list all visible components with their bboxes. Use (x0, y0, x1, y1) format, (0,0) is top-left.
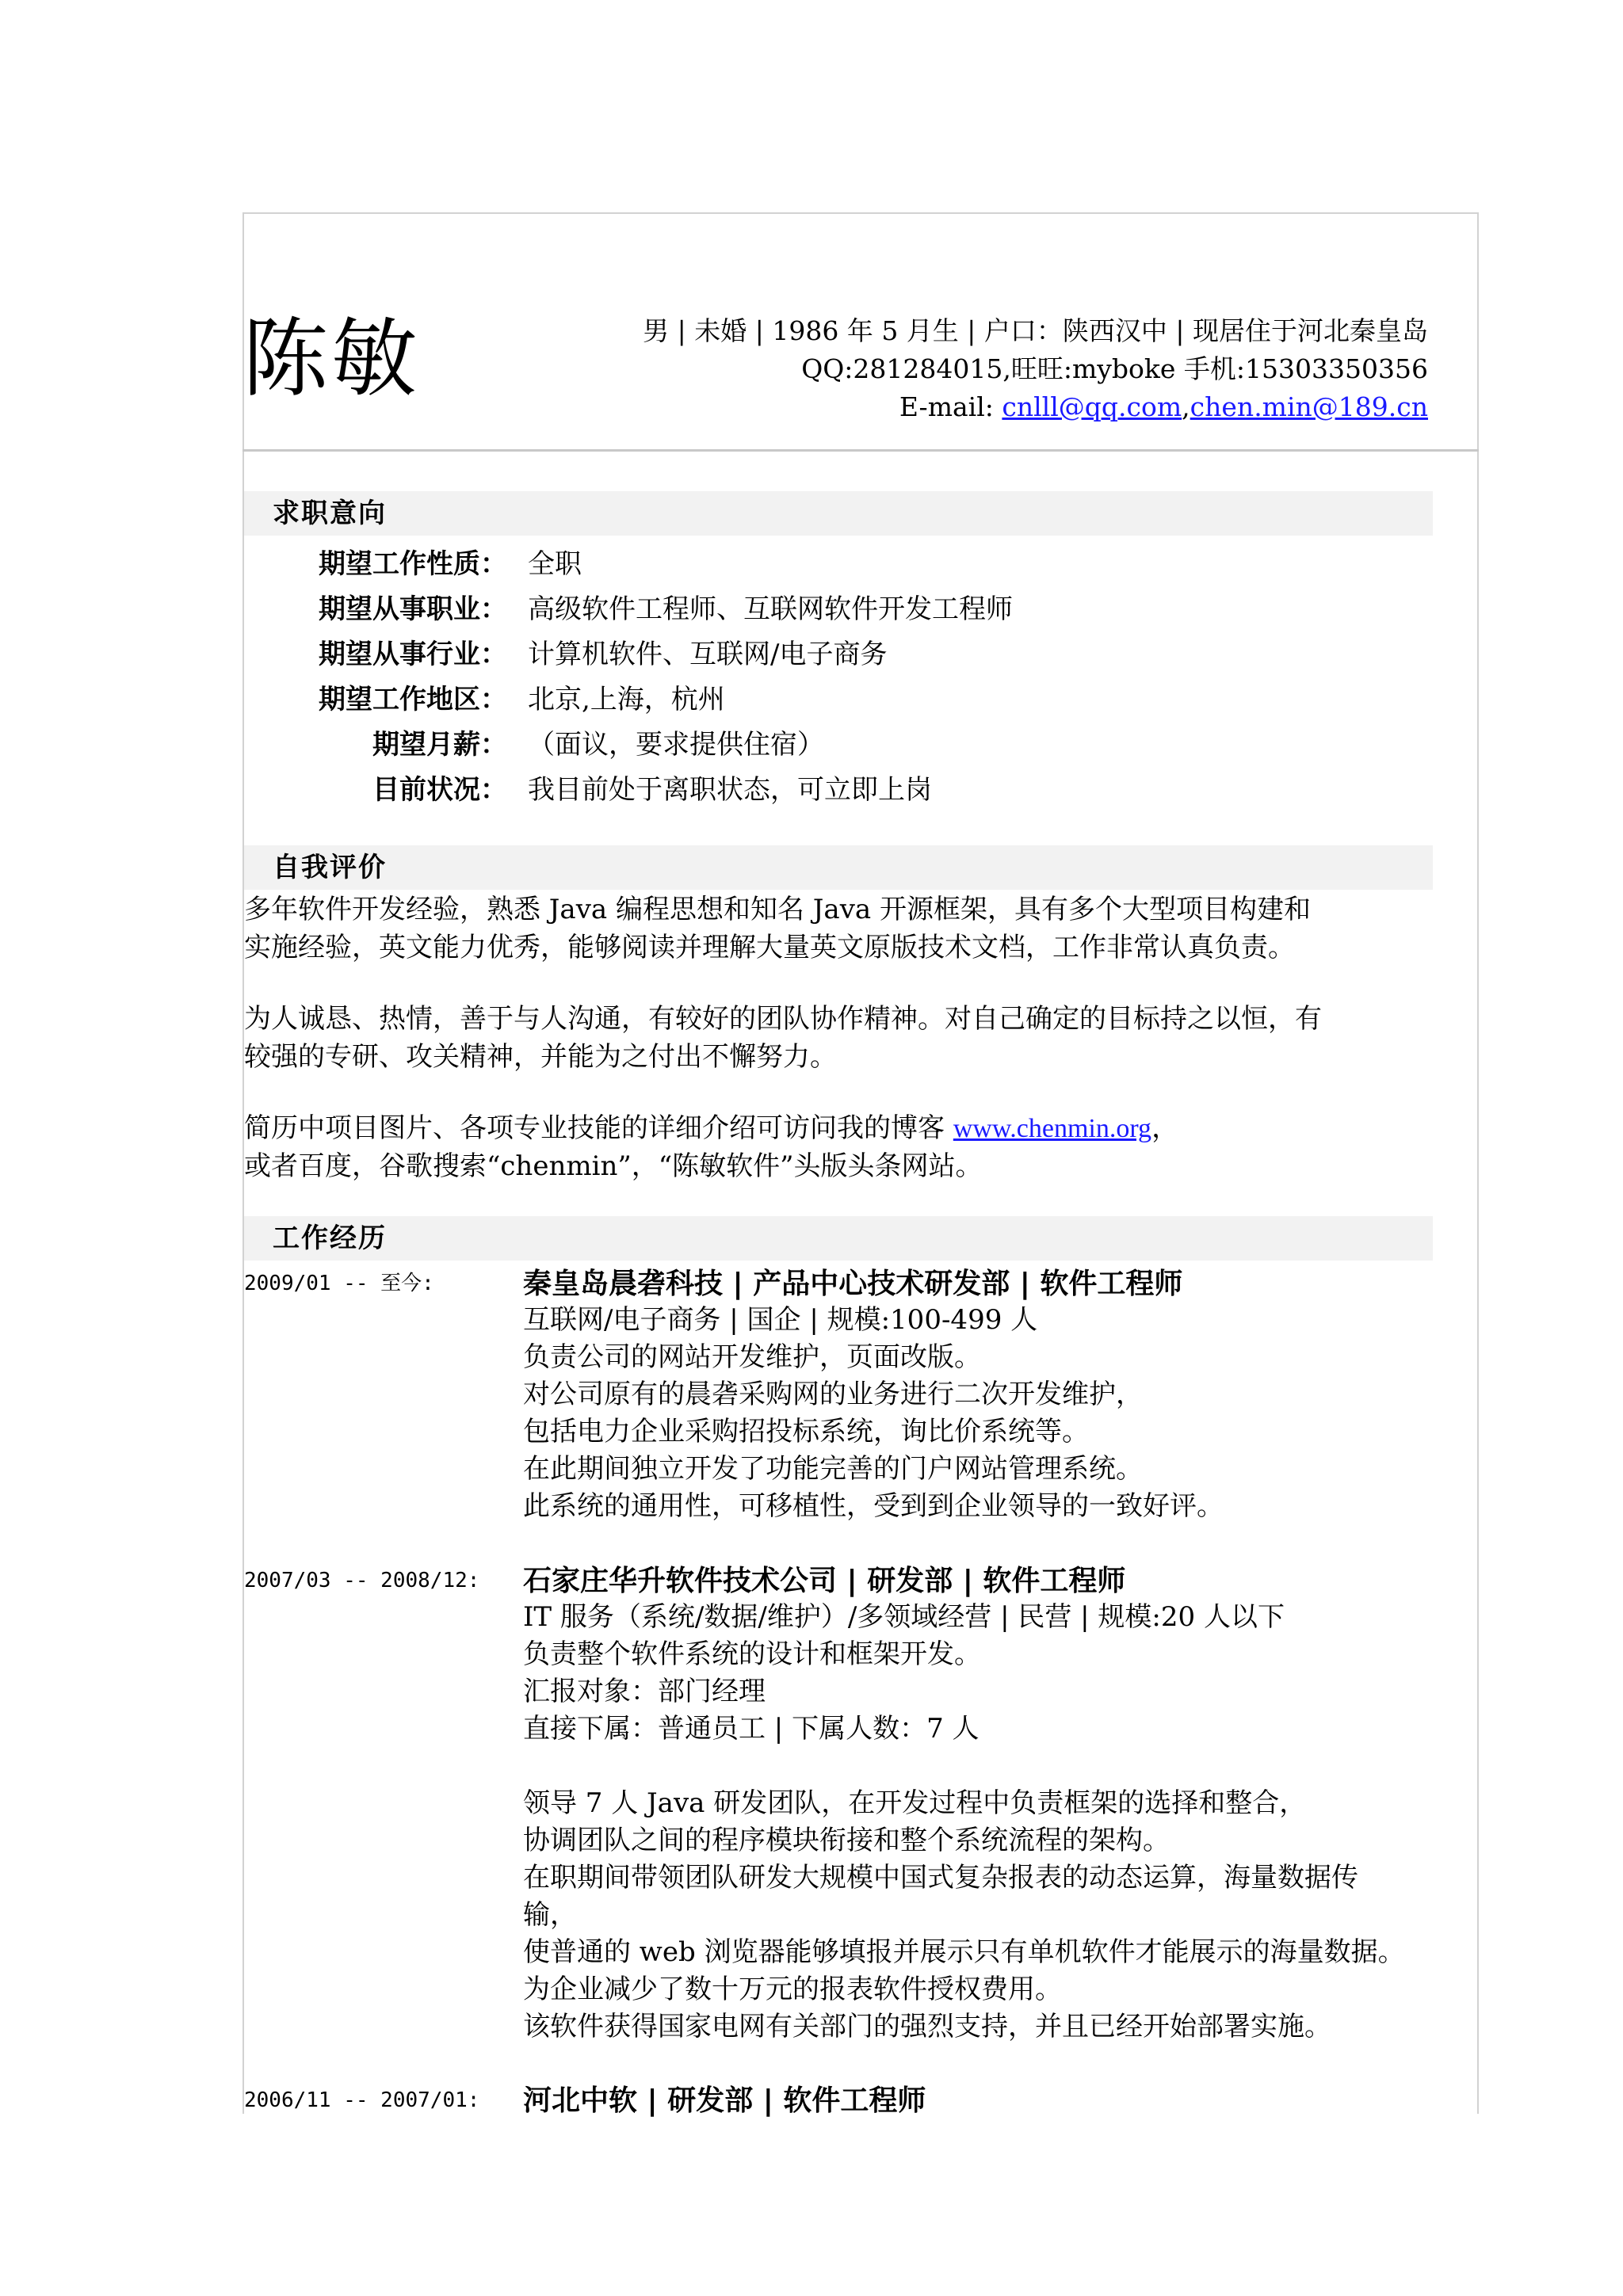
email-prefix: E-mail: (899, 391, 1002, 422)
job-period: 2009/01 -- 至今: (244, 1272, 434, 1295)
intent-value: 我目前处于离职状态，可立即上岗 (528, 774, 932, 806)
intent-label: 期望从事行业： (319, 639, 507, 670)
email-link-189[interactable]: chen.min@189.cn (1190, 391, 1428, 422)
personal-info-line: 男 | 未婚 | 1986 年 5 月生 | 户口：陕西汉中 | 现居住于河北秦皇岛 (643, 315, 1428, 346)
job-detail-line: 对公司原有的晨砻采购网的业务进行二次开发维护， (523, 1379, 1143, 1410)
candidate-name: 陈敏 (242, 310, 421, 409)
contact-line: QQ:281284015,旺旺:myboke 手机:15303350356 (801, 353, 1428, 384)
self-eval-paragraph-line: 实施经验，英文能力优秀，能够阅读并理解大量英文原版技术文档，工作非常认真负责。 (244, 932, 1295, 963)
email-line (899, 391, 1428, 423)
job-detail-line: 互联网/电子商务 | 国企 | 规模:100-499 人 (523, 1304, 1038, 1336)
job-detail-line: 协调团队之间的程序模块衔接和整个系统流程的架构。 (523, 1825, 1170, 1856)
job-detail-line: 负责公司的网站开发维护，页面改版。 (523, 1341, 981, 1373)
self-eval-blog-line (244, 1109, 1178, 1148)
blog-link[interactable]: www.chenmin.org (953, 1114, 1152, 1143)
self-eval-paragraph-line: 多年软件开发经验，熟悉 Java 编程思想和知名 Java 开源框架，具有多个大型项目构建和 (244, 894, 1311, 925)
intent-label: 期望工作性质： (319, 548, 507, 580)
job-detail-line: IT 服务（系统/数据/维护）/多领域经营 | 民营 | 规模:20 人以下 (523, 1601, 1285, 1633)
section-work-experience (244, 1216, 1433, 1261)
job-title: 石家庄华升软件技术公司 | 研发部 | 软件工程师 (523, 1565, 1126, 1597)
self-eval-paragraph-line: 较强的专研、攻关精神，并能为之付出不懈努力。 (244, 1041, 837, 1073)
email-link-qq[interactable]: cnlll@qq.com (1002, 391, 1182, 422)
header-divider (242, 449, 1479, 452)
intent-value: （面议，要求提供住宿） (528, 729, 824, 761)
blog-line-punctuation: ， (1151, 1112, 1179, 1144)
job-detail-line: 负责整个软件系统的设计和框架开发。 (523, 1638, 981, 1670)
job-detail-line: 直接下属：普通员工 | 下属人数：7 人 (523, 1713, 980, 1745)
resume-frame-top-border (242, 212, 1479, 214)
email-separator: , (1182, 391, 1190, 422)
job-detail-line: 汇报对象：部门经理 (523, 1676, 766, 1707)
job-period: 2007/03 -- 2008/12: (244, 1569, 480, 1592)
intent-value: 全职 (528, 548, 582, 580)
intent-value: 高级软件工程师、互联网软件开发工程师 (528, 593, 1013, 625)
intent-label: 目前状况： (372, 774, 507, 806)
intent-label: 期望月薪： (372, 729, 507, 761)
job-title: 秦皇岛晨砻科技 | 产品中心技术研发部 | 软件工程师 (523, 1268, 1183, 1300)
job-detail-line: 该软件获得国家电网有关部门的强烈支持，并且已经开始部署实施。 (523, 2011, 1331, 2042)
job-detail-line: 为企业减少了数十万元的报表软件授权费用。 (523, 1974, 1062, 2005)
section-self-evaluation (244, 845, 1433, 890)
self-eval-paragraph-line: 或者百度，谷歌搜索“chenmin”，“陈敏软件”头版头条网站。 (244, 1150, 983, 1182)
job-detail-line: 领导 7 人 Java 研发团队，在开发过程中负责框架的选择和整合， (523, 1787, 1307, 1819)
job-detail-line: 在职期间带领团队研发大规模中国式复杂报表的动态运算，海量数据传 (523, 1862, 1358, 1894)
intent-label: 期望工作地区： (319, 684, 507, 715)
job-detail-line: 输， (523, 1899, 577, 1931)
section-title-self-evaluation: 自我评价 (273, 852, 387, 883)
intent-value: 计算机软件、互联网/电子商务 (528, 639, 888, 670)
job-detail-line: 在此期间独立开发了功能完善的门户网站管理系统。 (523, 1453, 1143, 1485)
section-job-intent (244, 491, 1433, 536)
blog-intro-text: 简历中项目图片、各项专业技能的详细介绍可访问我的博客 (244, 1112, 953, 1144)
intent-label: 期望从事职业： (319, 593, 507, 625)
intent-value: 北京,上海，杭州 (528, 684, 725, 715)
job-detail-line: 此系统的通用性，可移植性，受到到企业领导的一致好评。 (523, 1490, 1224, 1522)
job-detail-line: 使普通的 web 浏览器能够填报并展示只有单机软件才能展示的海量数据。 (523, 1936, 1405, 1968)
section-title-job-intent: 求职意向 (273, 498, 387, 529)
job-period: 2006/11 -- 2007/01: (244, 2088, 480, 2112)
section-title-work-experience: 工作经历 (273, 1222, 387, 1254)
resume-frame-right-border (1477, 212, 1479, 2114)
self-eval-paragraph-line: 为人诚恳、热情，善于与人沟通，有较好的团队协作精神。对自己确定的目标持之以恒，有 (244, 1003, 1322, 1035)
job-detail-line: 包括电力企业采购招投标系统，询比价系统等。 (523, 1416, 1089, 1447)
job-title: 河北中软 | 研发部 | 软件工程师 (523, 2084, 926, 2117)
